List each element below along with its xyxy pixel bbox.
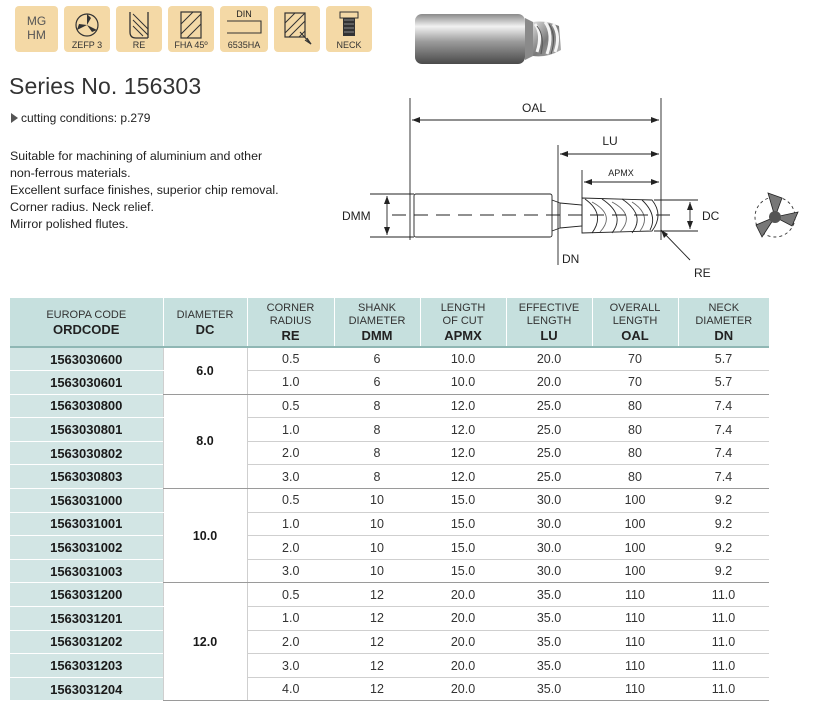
- effective-length-cell: 20.0: [506, 371, 592, 395]
- neck-diameter-cell: 5.7: [678, 347, 769, 371]
- length-of-cut-cell: 12.0: [420, 418, 506, 442]
- standard-badge: [220, 6, 268, 52]
- overall-length-cell: 110: [592, 630, 678, 654]
- table-row: [10, 654, 769, 678]
- diameter-cell: 10.0: [163, 489, 247, 583]
- cutting-conditions-label: cutting conditions: p.279: [21, 111, 151, 125]
- neck-diameter-cell: 7.4: [678, 394, 769, 418]
- material-label: MG HM: [26, 14, 47, 42]
- length-of-cut-cell: 15.0: [420, 536, 506, 560]
- description-line: Corner radius. Neck relief.: [10, 200, 154, 214]
- effective-length-cell: 35.0: [506, 630, 592, 654]
- ordcode-cell: 1563030600: [10, 347, 163, 371]
- lu-label: LU: [602, 134, 618, 148]
- ordcode-cell: 1563031002: [10, 536, 163, 560]
- corner-radius-cell: 3.0: [247, 465, 334, 489]
- neck-diameter-cell: 5.7: [678, 371, 769, 395]
- overall-length-cell: 110: [592, 583, 678, 607]
- ordcode-cell: 1563031204: [10, 677, 163, 701]
- shank-diameter-cell: 12: [334, 583, 420, 607]
- diameter-cell: 8.0: [163, 394, 247, 488]
- corner-radius-cell: 1.0: [247, 371, 334, 395]
- length-of-cut-cell: 12.0: [420, 394, 506, 418]
- length-of-cut-cell: 20.0: [420, 607, 506, 631]
- corner-radius-icon: [124, 10, 154, 40]
- column-header-dmm: SHANK DIAMETER DMM: [334, 298, 420, 347]
- corner-radius-cell: 0.5: [247, 583, 334, 607]
- re-label: RE: [694, 266, 711, 280]
- overall-length-cell: 110: [592, 607, 678, 631]
- table-body: [10, 347, 769, 701]
- overall-length-cell: 100: [592, 512, 678, 536]
- corner-radius-cell: 2.0: [247, 536, 334, 560]
- ordcode-cell: 1563031200: [10, 583, 163, 607]
- triangle-right-icon: [11, 113, 18, 123]
- helix-badge: [168, 6, 214, 52]
- length-of-cut-cell: 10.0: [420, 347, 506, 371]
- effective-length-cell: 35.0: [506, 677, 592, 701]
- effective-length-cell: 25.0: [506, 465, 592, 489]
- corner-radius-cell: 1.0: [247, 607, 334, 631]
- shank-diameter-cell: 10: [334, 512, 420, 536]
- corner-radius-cell: 0.5: [247, 394, 334, 418]
- effective-length-cell: 30.0: [506, 559, 592, 583]
- corner-radius-cell: 0.5: [247, 489, 334, 513]
- shank-diameter-cell: 8: [334, 394, 420, 418]
- shank-diameter-cell: 10: [334, 559, 420, 583]
- table-row: [10, 677, 769, 701]
- end-mill-photo: [413, 10, 563, 68]
- dmm-label: DMM: [342, 209, 371, 223]
- material-badge: [15, 6, 58, 52]
- product-description: [10, 148, 340, 233]
- table-row: [10, 418, 769, 442]
- shank-diameter-cell: 8: [334, 465, 420, 489]
- description-line: Mirror polished flutes.: [10, 217, 129, 231]
- table-row: [10, 536, 769, 560]
- effective-length-cell: 25.0: [506, 394, 592, 418]
- standard-label-top: DIN: [236, 9, 252, 19]
- shank-diameter-cell: 12: [334, 630, 420, 654]
- column-header-dc: DIAMETER DC: [163, 298, 247, 347]
- corner-radius-cell: 3.0: [247, 559, 334, 583]
- corner-radius-cell: 2.0: [247, 441, 334, 465]
- three-flute-icon: [70, 10, 104, 40]
- effective-length-cell: 30.0: [506, 512, 592, 536]
- overall-length-cell: 110: [592, 654, 678, 678]
- overall-length-cell: 70: [592, 371, 678, 395]
- overall-length-cell: 110: [592, 677, 678, 701]
- shank-diameter-cell: 12: [334, 607, 420, 631]
- radius-label: RE: [132, 40, 146, 50]
- dc-label: DC: [702, 209, 720, 223]
- standard-label-bottom: 6535HA: [227, 40, 261, 50]
- table-row: [10, 607, 769, 631]
- table-row: [10, 347, 769, 371]
- column-header-lu: EFFECTIVE LENGTH LU: [506, 298, 592, 347]
- table-row: [10, 489, 769, 513]
- dn-label: DN: [562, 252, 580, 266]
- overall-length-cell: 100: [592, 559, 678, 583]
- shank-diameter-cell: 12: [334, 654, 420, 678]
- table-header-row: [10, 298, 769, 347]
- cutting-conditions-link[interactable]: [11, 111, 150, 125]
- effective-length-cell: 25.0: [506, 441, 592, 465]
- neck-diameter-cell: 7.4: [678, 441, 769, 465]
- corner-radius-cell: 0.5: [247, 347, 334, 371]
- effective-length-cell: 35.0: [506, 607, 592, 631]
- diameter-cell: 12.0: [163, 583, 247, 701]
- ordcode-cell: 1563031001: [10, 512, 163, 536]
- shank-diameter-cell: 8: [334, 418, 420, 442]
- ordcode-cell: 1563030800: [10, 394, 163, 418]
- ordcode-cell: 1563031203: [10, 654, 163, 678]
- flutes-badge: [64, 6, 110, 52]
- table-row: [10, 441, 769, 465]
- effective-length-cell: 35.0: [506, 583, 592, 607]
- oal-label: OAL: [521, 101, 547, 115]
- description-line: Suitable for machining of aluminium and other: [10, 149, 263, 163]
- length-of-cut-cell: 10.0: [420, 371, 506, 395]
- overall-length-cell: 80: [592, 418, 678, 442]
- column-header-re: CORNER RADIUS RE: [247, 298, 334, 347]
- effective-length-cell: 25.0: [506, 418, 592, 442]
- effective-length-cell: 35.0: [506, 654, 592, 678]
- neck-diameter-cell: 11.0: [678, 654, 769, 678]
- table-row: [10, 630, 769, 654]
- length-of-cut-cell: 20.0: [420, 583, 506, 607]
- apmx-label: APMX: [608, 168, 634, 178]
- column-header-ordcode: EUROPA CODE ORDCODE: [10, 298, 163, 347]
- overall-length-cell: 80: [592, 394, 678, 418]
- end-view-icon: [755, 193, 798, 237]
- table-row: [10, 465, 769, 489]
- description-line: non-ferrous materials.: [10, 166, 131, 180]
- overall-length-cell: 100: [592, 489, 678, 513]
- table-row: [10, 371, 769, 395]
- table-row: [10, 583, 769, 607]
- ordcode-cell: 1563030802: [10, 441, 163, 465]
- length-of-cut-cell: 20.0: [420, 677, 506, 701]
- effective-length-cell: 20.0: [506, 347, 592, 371]
- page-title: Series No. 156303: [9, 73, 202, 99]
- description-line: Excellent surface finishes, superior chip removal.: [10, 183, 279, 197]
- overall-length-cell: 80: [592, 465, 678, 489]
- corner-radius-cell: 1.0: [247, 418, 334, 442]
- corner-radius-cell: 2.0: [247, 630, 334, 654]
- column-header-apmx: LENGTH OF CUT APMX: [420, 298, 506, 347]
- helix-label: FHA 45º: [174, 40, 208, 50]
- corner-radius-cell: 4.0: [247, 677, 334, 701]
- column-header-dn: NECK DIAMETER DN: [678, 298, 769, 347]
- table-row: [10, 394, 769, 418]
- chamfer-badge: [274, 6, 320, 52]
- neck-icon: [334, 10, 364, 38]
- shank-diameter-cell: 10: [334, 489, 420, 513]
- table-row: [10, 512, 769, 536]
- effective-length-cell: 30.0: [506, 489, 592, 513]
- neck-diameter-cell: 9.2: [678, 536, 769, 560]
- neck-diameter-cell: 11.0: [678, 607, 769, 631]
- spec-table: [10, 298, 769, 701]
- corner-radius-cell: 1.0: [247, 512, 334, 536]
- neck-diameter-cell: 9.2: [678, 512, 769, 536]
- overall-length-cell: 80: [592, 441, 678, 465]
- neck-diameter-cell: 11.0: [678, 630, 769, 654]
- shank-diameter-cell: 6: [334, 347, 420, 371]
- overall-length-cell: 100: [592, 536, 678, 560]
- flutes-label: ZEFP 3: [71, 40, 103, 50]
- length-of-cut-cell: 20.0: [420, 654, 506, 678]
- effective-length-cell: 30.0: [506, 536, 592, 560]
- length-of-cut-cell: 15.0: [420, 512, 506, 536]
- neck-diameter-cell: 11.0: [678, 583, 769, 607]
- neck-label: NECK: [336, 40, 362, 50]
- neck-diameter-cell: 7.4: [678, 465, 769, 489]
- ordcode-cell: 1563030601: [10, 371, 163, 395]
- corner-radius-cell: 3.0: [247, 654, 334, 678]
- dimension-drawing: [330, 90, 820, 285]
- ordcode-cell: 1563031202: [10, 630, 163, 654]
- radius-badge: [116, 6, 162, 52]
- length-of-cut-cell: 12.0: [420, 441, 506, 465]
- diameter-cell: 6.0: [163, 347, 247, 394]
- overall-length-cell: 70: [592, 347, 678, 371]
- ordcode-cell: 1563031000: [10, 489, 163, 513]
- ordcode-cell: 1563031003: [10, 559, 163, 583]
- shank-diameter-cell: 6: [334, 371, 420, 395]
- length-of-cut-cell: 20.0: [420, 630, 506, 654]
- table-row: [10, 559, 769, 583]
- shank-profile-icon: [224, 18, 264, 36]
- shank-diameter-cell: 10: [334, 536, 420, 560]
- ordcode-cell: 1563030801: [10, 418, 163, 442]
- column-header-oal: OVERALL LENGTH OAL: [592, 298, 678, 347]
- neck-diameter-cell: 9.2: [678, 559, 769, 583]
- length-of-cut-cell: 15.0: [420, 559, 506, 583]
- length-of-cut-cell: 15.0: [420, 489, 506, 513]
- shank-diameter-cell: 8: [334, 441, 420, 465]
- ordcode-cell: 1563031201: [10, 607, 163, 631]
- length-of-cut-cell: 12.0: [420, 465, 506, 489]
- neck-badge: [326, 6, 372, 52]
- helix-angle-icon: [175, 10, 207, 40]
- shank-diameter-cell: 12: [334, 677, 420, 701]
- neck-diameter-cell: 9.2: [678, 489, 769, 513]
- neck-diameter-cell: 7.4: [678, 418, 769, 442]
- ordcode-cell: 1563030803: [10, 465, 163, 489]
- neck-diameter-cell: 11.0: [678, 677, 769, 701]
- chamfer-icon: [280, 10, 314, 48]
